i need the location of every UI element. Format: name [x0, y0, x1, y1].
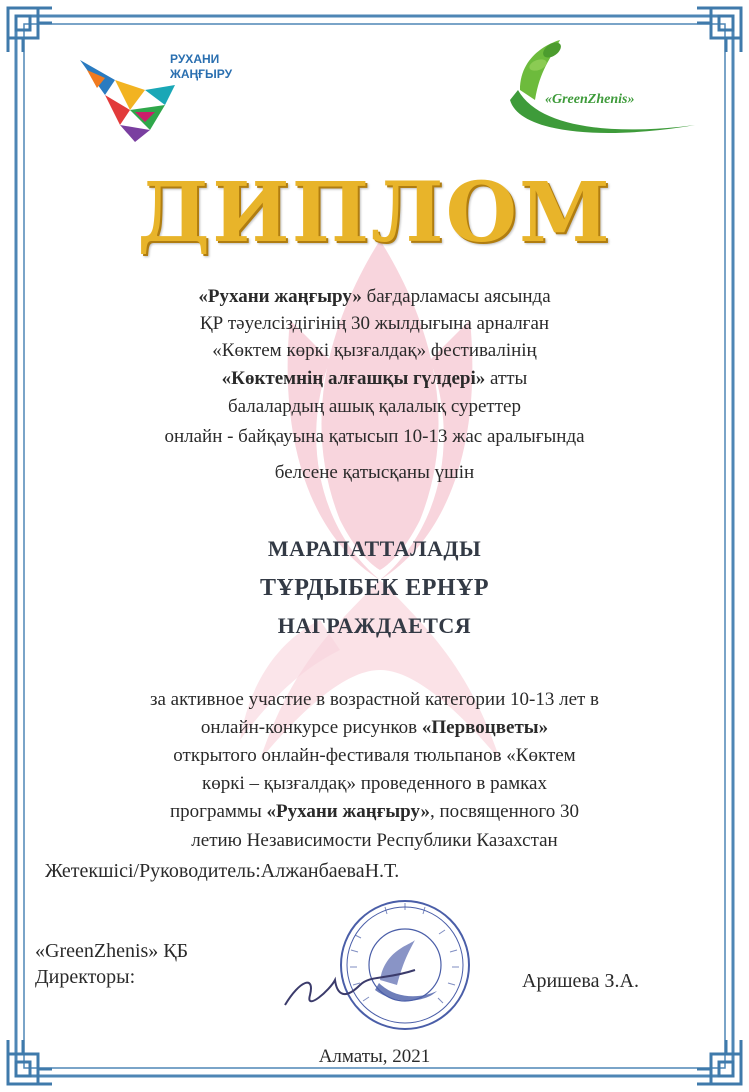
signer-name: Аришева З.А. — [522, 970, 639, 992]
program-name-bold: «Рухани жаңғыру» — [198, 286, 362, 307]
greenzhenis-logo — [490, 30, 700, 140]
logo-text-line1: РУХАНИ — [170, 52, 220, 66]
diploma-title: ДИПЛОМ — [137, 165, 612, 261]
russian-line-2-start: онлайн-конкурсе рисунков — [200, 717, 422, 738]
kazakh-line-2: ҚР тәуелсіздігінің 30 жылдығына арналған — [199, 313, 550, 334]
russian-line-6: летию Независимости Республики Казахстан — [191, 830, 558, 851]
russian-line-5-start: программы — [170, 801, 267, 822]
russian-line-5-rest: , посвященного 30 — [429, 801, 579, 822]
logo-text-line2: ЖАҢҒЫРУ — [170, 67, 233, 81]
signature — [275, 950, 425, 1020]
russian-line-1: за активное участие в возрастной категории 10-13 лет в — [149, 689, 600, 710]
kazakh-line-4 — [0, 368, 749, 390]
greenzhenis-logo-text: «GreenZhenis» — [545, 92, 635, 107]
russian-line-3: открытого онлайн-фестиваля тюльпанов «Көктем — [173, 745, 576, 766]
supervisor-line: Жетекшісі/Руководитель:АлжанбаеваН.Т. — [45, 860, 400, 882]
russian-line-5 — [0, 801, 749, 823]
recipient-name: ТҰРДЫБЕК ЕРНҰР — [259, 575, 490, 601]
kazakh-line-6: онлайн - байқауына қатысып 10-13 жас аралығында — [164, 426, 585, 447]
program-name-ru-bold: «Рухани жаңғыру» — [266, 801, 430, 822]
city-year: Алматы, 2021 — [318, 1046, 431, 1067]
kazakh-line-1 — [0, 286, 749, 308]
directors-label: Директоры: — [35, 966, 136, 988]
org-name: «GreenZhenis» ҚБ — [35, 940, 189, 962]
russian-line-2 — [0, 717, 749, 739]
leaf-swoosh-icon — [490, 30, 700, 140]
award-kz: МАРАПАТТАЛАДЫ — [267, 536, 482, 561]
kazakh-line-4-rest: атты — [485, 368, 528, 389]
kazakh-line-7: белсене қатысқаны үшін — [274, 462, 475, 483]
contest-name-bold: «Көктемнің алғашқы гүлдері» — [221, 368, 486, 389]
russian-line-4: көркі – қызғалдақ» проведенного в рамках — [202, 773, 547, 794]
award-ru: НАГРАЖДАЕТСЯ — [277, 613, 472, 638]
eagle-icon — [75, 50, 185, 145]
contest-name-ru-bold: «Первоцветы» — [421, 717, 549, 738]
rukhani-zhangyru-logo — [75, 50, 245, 150]
kazakh-line-3: «Көктем көркі қызғалдақ» фестивалінің — [212, 340, 537, 361]
kazakh-line-5: балалардың ашық қалалық суреттер — [228, 396, 521, 417]
kazakh-line-1-rest: бағдарламасы аясында — [361, 286, 551, 307]
